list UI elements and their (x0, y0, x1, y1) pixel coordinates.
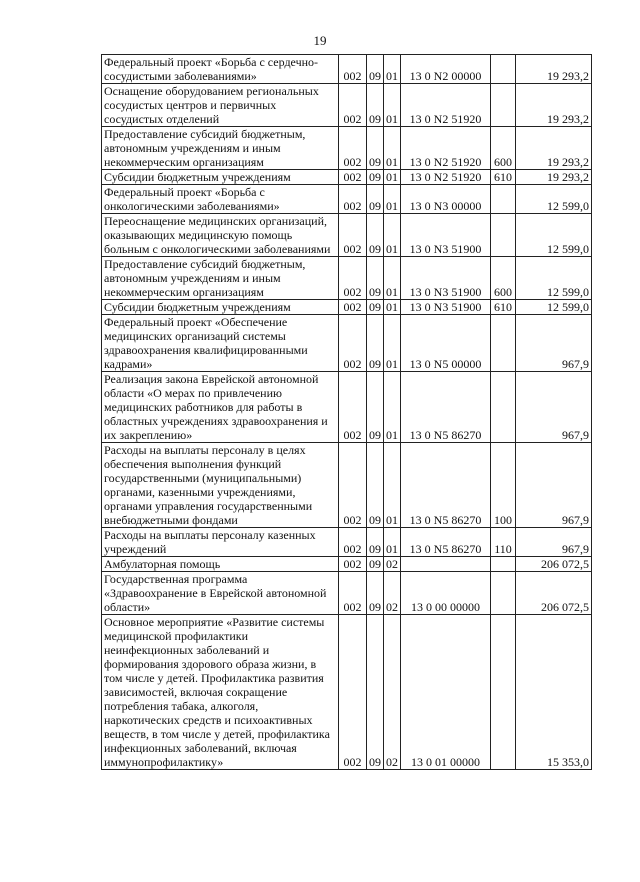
administrator-code-cell: 002 (339, 557, 367, 572)
target-article-cell: 13 0 00 00000 (401, 572, 491, 615)
expense-name-cell: Предоставление субсидий бюджетным, автономным учреждениям и иным некоммерческим организациям (102, 257, 339, 300)
section-code-cell: 09 (367, 443, 384, 528)
amount-cell: 15 353,0 (516, 615, 592, 770)
administrator-code-cell: 002 (339, 84, 367, 127)
subsection-code-cell: 02 (384, 557, 401, 572)
amount-cell: 19 293,2 (516, 170, 592, 185)
administrator-code-cell: 002 (339, 372, 367, 443)
administrator-code-cell: 002 (339, 315, 367, 372)
expense-name-cell: Переоснащение медицинских организаций, оказывающих медицинскую помощь больным с онкологическими заболеваниями (102, 214, 339, 257)
expense-name-cell: Федеральный проект «Борьба с сердечно-сосудистыми заболеваниями» (102, 55, 339, 84)
subsection-code-cell: 02 (384, 615, 401, 770)
target-article-cell: 13 0 01 00000 (401, 615, 491, 770)
expense-name-cell: Оснащение оборудованием региональных сосудистых центров и первичных сосудистых отделений (102, 84, 339, 127)
target-article-cell: 13 0 N3 00000 (401, 185, 491, 214)
table-row (102, 300, 592, 315)
table-row (102, 127, 592, 170)
expense-name-cell: Амбулаторная помощь (102, 557, 339, 572)
subsection-code-cell: 01 (384, 84, 401, 127)
table-row (102, 557, 592, 572)
amount-cell: 19 293,2 (516, 55, 592, 84)
amount-cell: 967,9 (516, 315, 592, 372)
expense-name-cell: Основное мероприятие «Развитие системы медицинской профилактики неинфекционных заболеваний и формирования здорового образа жизни, в том числе у детей. Профилактика развития зависимостей, включая сокращение потребления табака, алкоголя, наркотических средств и психоактивных веществ, в том числе у детей, профилактика инфекционных заболеваний, включая иммунопрофилактику» (102, 615, 339, 770)
target-article-cell: 13 0 N5 86270 (401, 443, 491, 528)
section-code-cell: 09 (367, 170, 384, 185)
table-row (102, 214, 592, 257)
target-article-cell: 13 0 N5 00000 (401, 315, 491, 372)
subsection-code-cell: 01 (384, 55, 401, 84)
subsection-code-cell: 01 (384, 127, 401, 170)
administrator-code-cell: 002 (339, 127, 367, 170)
table-row (102, 257, 592, 300)
administrator-code-cell: 002 (339, 572, 367, 615)
expense-name-cell: Федеральный проект «Борьба с онкологическими заболеваниями» (102, 185, 339, 214)
target-article-cell: 13 0 N2 51920 (401, 127, 491, 170)
subsection-code-cell: 01 (384, 372, 401, 443)
amount-cell: 19 293,2 (516, 84, 592, 127)
target-article-cell: 13 0 N2 00000 (401, 55, 491, 84)
expense-type-cell (491, 185, 516, 214)
expense-type-cell: 610 (491, 170, 516, 185)
target-article-cell: 13 0 N3 51900 (401, 300, 491, 315)
expense-type-cell: 610 (491, 300, 516, 315)
table-row (102, 185, 592, 214)
subsection-code-cell: 01 (384, 185, 401, 214)
section-code-cell: 09 (367, 572, 384, 615)
subsection-code-cell: 01 (384, 257, 401, 300)
section-code-cell: 09 (367, 214, 384, 257)
expense-type-cell (491, 372, 516, 443)
expense-type-cell: 110 (491, 528, 516, 557)
expense-name-cell: Субсидии бюджетным учреждениям (102, 170, 339, 185)
target-article-cell: 13 0 N3 51900 (401, 214, 491, 257)
section-code-cell: 09 (367, 615, 384, 770)
expense-type-cell (491, 84, 516, 127)
administrator-code-cell: 002 (339, 170, 367, 185)
expense-type-cell: 100 (491, 443, 516, 528)
expense-name-cell: Государственная программа «Здравоохранение в Еврейской автономной области» (102, 572, 339, 615)
table-row (102, 528, 592, 557)
amount-cell: 206 072,5 (516, 572, 592, 615)
target-article-cell: 13 0 N3 51900 (401, 257, 491, 300)
expense-type-cell (491, 55, 516, 84)
expense-name-cell: Расходы на выплаты персоналу казенных учреждений (102, 528, 339, 557)
target-article-cell: 13 0 N5 86270 (401, 528, 491, 557)
section-code-cell: 09 (367, 315, 384, 372)
table-row (102, 372, 592, 443)
amount-cell: 967,9 (516, 372, 592, 443)
expense-name-cell: Реализация закона Еврейской автономной области «О мерах по привлечению медицинских работников для работы в областных учреждениях здравоохранения и их закреплению» (102, 372, 339, 443)
table-row (102, 170, 592, 185)
administrator-code-cell: 002 (339, 443, 367, 528)
table-row (102, 615, 592, 770)
expense-type-cell (491, 615, 516, 770)
subsection-code-cell: 01 (384, 528, 401, 557)
amount-cell: 967,9 (516, 443, 592, 528)
amount-cell: 12 599,0 (516, 214, 592, 257)
expense-name-cell: Предоставление субсидий бюджетным, автономным учреждениям и иным некоммерческим организациям (102, 127, 339, 170)
subsection-code-cell: 01 (384, 315, 401, 372)
amount-cell: 12 599,0 (516, 185, 592, 214)
page-number: 19 (313, 33, 327, 48)
administrator-code-cell: 002 (339, 615, 367, 770)
section-code-cell: 09 (367, 372, 384, 443)
table-row (102, 84, 592, 127)
amount-cell: 19 293,2 (516, 127, 592, 170)
target-article-cell: 13 0 N2 51920 (401, 170, 491, 185)
section-code-cell: 09 (367, 84, 384, 127)
section-code-cell: 09 (367, 257, 384, 300)
section-code-cell: 09 (367, 55, 384, 84)
expense-type-cell (491, 557, 516, 572)
expense-type-cell: 600 (491, 127, 516, 170)
expense-type-cell (491, 572, 516, 615)
expense-type-cell (491, 315, 516, 372)
amount-cell: 12 599,0 (516, 257, 592, 300)
amount-cell: 967,9 (516, 528, 592, 557)
subsection-code-cell: 01 (384, 170, 401, 185)
expense-name-cell: Субсидии бюджетным учреждениям (102, 300, 339, 315)
section-code-cell: 09 (367, 127, 384, 170)
amount-cell: 206 072,5 (516, 557, 592, 572)
amount-cell: 12 599,0 (516, 300, 592, 315)
target-article-cell: 13 0 N2 51920 (401, 84, 491, 127)
administrator-code-cell: 002 (339, 300, 367, 315)
table-row (102, 443, 592, 528)
budget-table-body (102, 55, 592, 770)
budget-table (101, 54, 592, 770)
target-article-cell: 13 0 N5 86270 (401, 372, 491, 443)
expense-name-cell: Расходы на выплаты персоналу в целях обеспечения выполнения функций государственными (муниципальными) органами, казенными учреждениями, органами управления государственными внебюджетными фондами (102, 443, 339, 528)
table-row (102, 55, 592, 84)
subsection-code-cell: 01 (384, 300, 401, 315)
table-row (102, 572, 592, 615)
administrator-code-cell: 002 (339, 214, 367, 257)
target-article-cell (401, 557, 491, 572)
administrator-code-cell: 002 (339, 185, 367, 214)
subsection-code-cell: 01 (384, 443, 401, 528)
administrator-code-cell: 002 (339, 55, 367, 84)
subsection-code-cell: 01 (384, 214, 401, 257)
section-code-cell: 09 (367, 528, 384, 557)
section-code-cell: 09 (367, 185, 384, 214)
expense-name-cell: Федеральный проект «Обеспечение медицинских организаций системы здравоохранения квалифицированными кадрами» (102, 315, 339, 372)
administrator-code-cell: 002 (339, 528, 367, 557)
administrator-code-cell: 002 (339, 257, 367, 300)
subsection-code-cell: 02 (384, 572, 401, 615)
expense-type-cell: 600 (491, 257, 516, 300)
table-row (102, 315, 592, 372)
expense-type-cell (491, 214, 516, 257)
section-code-cell: 09 (367, 300, 384, 315)
section-code-cell: 09 (367, 557, 384, 572)
